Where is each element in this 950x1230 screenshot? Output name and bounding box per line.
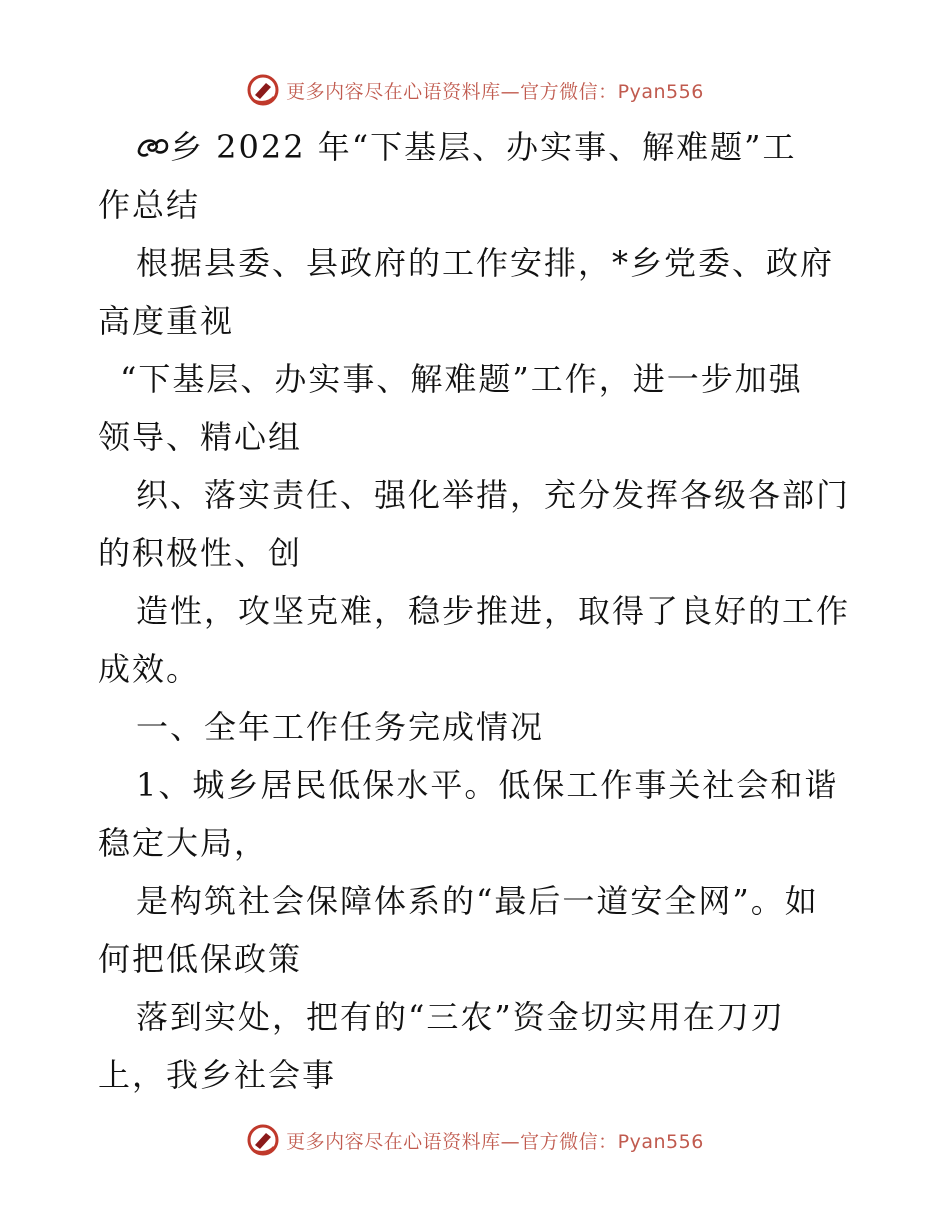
paragraph-line: 织、落实责任、强化举措，充分发挥各级各部门 bbox=[136, 476, 851, 514]
paragraph-line: 1、城乡居民低保水平。低保工作事关社会和谐 bbox=[136, 766, 839, 804]
paragraph-line: 成效。 bbox=[98, 650, 201, 688]
paragraph-line: 领导、精心组 bbox=[98, 418, 303, 456]
paragraph-line: 上，我乡社会事 bbox=[98, 1056, 337, 1094]
watermark-text: 更多内容尽在心语资料库—官方微信：Pyan556 bbox=[286, 80, 704, 103]
paragraph-line: 高度重视 bbox=[98, 302, 235, 340]
paragraph-line: 落到实处，把有的“三农”资金切实用在刀刃 bbox=[136, 998, 785, 1036]
watermark-text: 更多内容尽在心语资料库—官方微信：Pyan556 bbox=[286, 1130, 704, 1153]
document-body bbox=[98, 118, 858, 1104]
title-line-2: 作总结 bbox=[98, 186, 201, 224]
paragraph-line: 的积极性、创 bbox=[98, 534, 303, 572]
paragraph-line: 造性，攻坚克难，稳步推进，取得了良好的工作 bbox=[136, 592, 851, 630]
paragraph-line: 根据县委、县政府的工作安排，*乡党委、政府 bbox=[136, 244, 835, 282]
paragraph-line: “下基层、办实事、解难题”工作，进一步加强 bbox=[120, 360, 803, 398]
footer-watermark bbox=[0, 1118, 950, 1162]
title-text-1: 乡 2022 年“下基层、办实事、解难题”工 bbox=[170, 128, 797, 166]
paragraph-line: 稳定大局， bbox=[98, 824, 269, 862]
paragraph-line: 是构筑社会保障体系的“最后一道安全网”。如 bbox=[136, 882, 819, 920]
watermark-logo-icon bbox=[246, 73, 280, 107]
title-line-1 bbox=[98, 118, 858, 176]
section-heading: 一、全年工作任务完成情况 bbox=[136, 708, 545, 746]
paragraph-line: 何把低保政策 bbox=[98, 940, 303, 978]
swirl-glyph-icon bbox=[136, 132, 170, 160]
header-watermark bbox=[0, 68, 950, 112]
watermark-logo-icon bbox=[246, 1123, 280, 1157]
